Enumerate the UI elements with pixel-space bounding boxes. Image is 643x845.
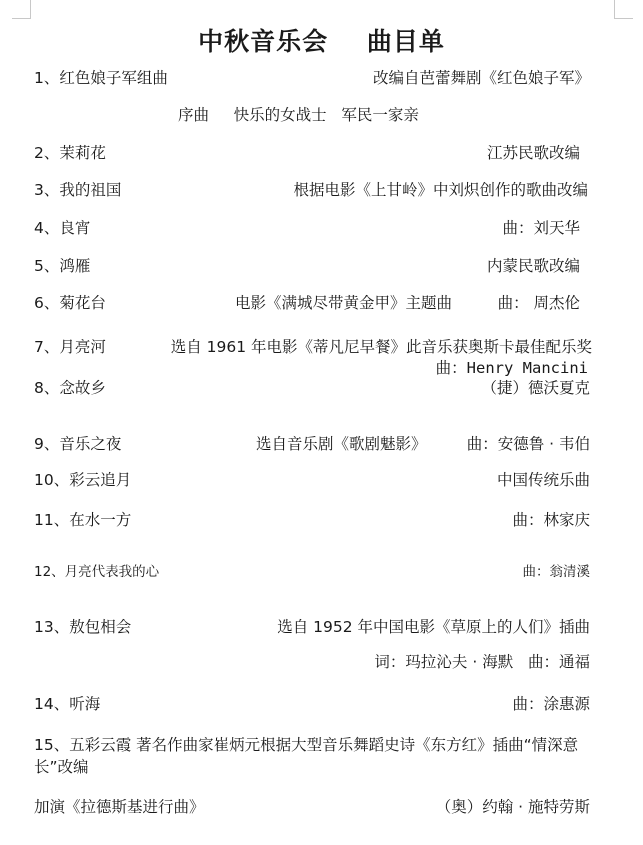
program-item-12 <box>34 561 590 583</box>
program-item-4 <box>34 217 590 239</box>
item-title: 9、音乐之夜 <box>34 435 122 453</box>
program-encore <box>34 796 590 818</box>
item-title: 加演《拉德斯基进行曲》 <box>34 798 205 816</box>
item-note: 江苏民歌改编 <box>486 144 580 162</box>
item-note: 选自音乐剧《歌剧魅影》 <box>256 435 427 453</box>
crop-mark-top-right <box>614 0 633 19</box>
item-composer: （捷）德沃夏克 <box>481 379 590 397</box>
item-title: 10、彩云追月 <box>34 471 132 489</box>
item-composer: 曲：涂惠源 <box>512 695 590 713</box>
item-note: 中国传统乐曲 <box>496 471 590 489</box>
item-1-movements: 序曲 快乐的女战士 军民一家亲 <box>178 106 419 124</box>
crop-mark-top-left <box>12 0 31 19</box>
item-title: 5、鸿雁 <box>34 257 91 275</box>
page-title: 中秋音乐会 曲目单 <box>198 27 445 56</box>
item-title: 1、红色娘子军组曲 <box>34 69 168 87</box>
program-item-1 <box>34 67 590 89</box>
item-composer: 曲：林家庆 <box>512 511 590 529</box>
item-title: 6、菊花台 <box>34 294 106 312</box>
item-title: 8、念故乡 <box>34 379 106 397</box>
item-7-composer: 曲：Henry Mancini <box>435 359 588 377</box>
item-13-credits: 词：玛拉沁夫 · 海默 曲：通福 <box>374 653 590 671</box>
item-title: 2、茉莉花 <box>34 144 106 162</box>
program-item-2 <box>34 142 590 164</box>
item-composer: （奥）约翰 · 施特劳斯 <box>435 798 590 816</box>
program-item-14 <box>34 693 590 715</box>
item-title: 13、敖包相会 <box>34 618 132 636</box>
item-note: 选自 1952 年中国电影《草原上的人们》插曲 <box>277 618 590 636</box>
item-composer: 曲：翁清溪 <box>522 564 590 580</box>
item-note: 根据电影《上甘岭》中刘炽创作的歌曲改编 <box>293 181 588 199</box>
program-item-11 <box>34 509 590 531</box>
item-title: 11、在水一方 <box>34 511 132 529</box>
program-item-13 <box>34 616 590 638</box>
item-title: 3、我的祖国 <box>34 181 122 199</box>
program-item-9 <box>34 433 590 455</box>
program-item-10 <box>34 469 590 491</box>
item-note: 曲：刘天华 <box>502 219 580 237</box>
item-note: 改编自芭蕾舞剧《红色娘子军》 <box>372 69 590 87</box>
program-item-8 <box>34 377 590 399</box>
item-title: 14、听海 <box>34 695 101 713</box>
item-title: 12、月亮代表我的心 <box>34 564 160 580</box>
item-composer: 曲：安德鲁 · 韦伯 <box>466 435 590 453</box>
item-note: 内蒙民歌改编 <box>486 257 580 275</box>
item-composer: 曲： 周杰伦 <box>497 294 580 312</box>
item-note: 选自 1961 年电影《蒂凡尼早餐》此音乐获奥斯卡最佳配乐奖 <box>170 338 592 356</box>
item-title: 4、良宵 <box>34 219 91 237</box>
program-item-5 <box>34 255 590 277</box>
program-item-7 <box>34 336 590 358</box>
item-note: 电影《满城尽带黄金甲》主题曲 <box>235 294 453 312</box>
item-title: 7、月亮河 <box>34 338 106 356</box>
program-item-3 <box>34 179 590 201</box>
program-item-15: 15、五彩云霞 著名作曲家崔炳元根据大型音乐舞蹈史诗《东方红》插曲“情深意长”改编 <box>34 736 579 776</box>
program-item-6 <box>34 292 590 314</box>
